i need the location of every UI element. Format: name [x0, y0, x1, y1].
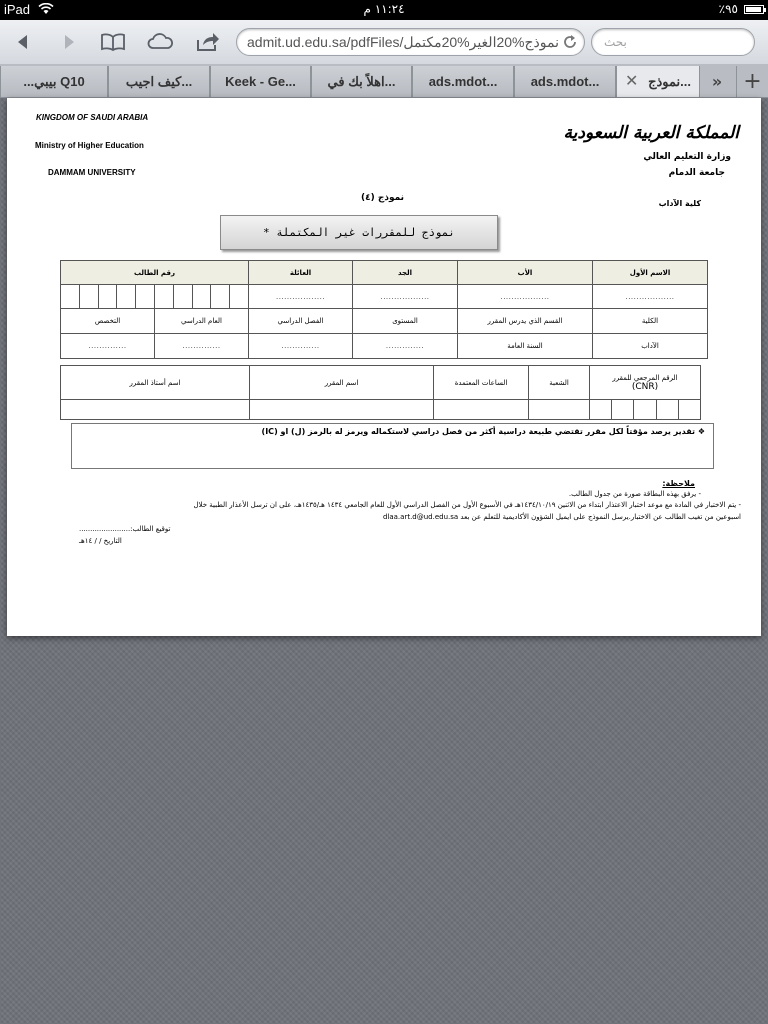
reload-icon[interactable]	[562, 34, 578, 50]
back-button[interactable]	[8, 28, 38, 56]
cell-first-name[interactable]	[593, 285, 708, 309]
cell-instructor[interactable]	[61, 400, 250, 420]
cell-course-name[interactable]	[250, 400, 434, 420]
tab-label: ...بيبي Q10	[23, 73, 85, 89]
fill-dots: ..............	[385, 342, 425, 350]
form-title-text: نموذج للمقررات غير المكتملة *	[262, 226, 456, 239]
notes-title: ملاحظة:	[662, 479, 695, 488]
course-ref-boxes[interactable]	[590, 400, 701, 420]
header-credit-hours: الساعات المعتمدة	[434, 366, 529, 400]
header-ministry-en: Ministry of Higher Education	[35, 141, 144, 150]
student-signature: توقيع الطالب:.......................	[79, 525, 171, 533]
student-id-boxes[interactable]	[61, 285, 249, 309]
new-tab-button[interactable]	[736, 66, 768, 97]
incomplete-grade-note	[71, 423, 714, 469]
device-name: iPad	[4, 2, 31, 17]
icloud-tabs-button[interactable]	[145, 28, 175, 56]
search-input[interactable]	[591, 28, 755, 56]
notes-line-3: اسبوعين من تغيب الطالب عن الاختبار.يرسل النموذج على ايميل الشؤون الأكاديمية للتعلم عن بعد dlaa.art.d@ud.edu.sa	[382, 513, 741, 521]
header-course-ref	[590, 366, 701, 400]
tab-label: اهلاً بك في...	[327, 73, 396, 89]
header-instructor: اسم أستاذ المقرر	[61, 366, 250, 400]
split-cell	[61, 334, 249, 359]
share-button[interactable]	[193, 28, 223, 56]
header-grandfather: الجد	[353, 261, 458, 285]
more-tabs-button[interactable]	[700, 66, 734, 97]
label-semester: الفصل الدراسي	[249, 309, 353, 334]
search-placeholder: بحث	[604, 35, 627, 49]
tab-label: ads.mdot...	[530, 74, 600, 89]
value-level[interactable]	[353, 334, 458, 359]
tab[interactable]	[311, 66, 412, 97]
header-family: العائلة	[249, 261, 353, 285]
label-college: الكلية	[593, 309, 708, 334]
course-ref-label: الرقم المرجعي للمقرر	[612, 373, 678, 382]
cell-father[interactable]	[458, 285, 593, 309]
header-ministry-ar: وزارة التعليم العالي	[643, 152, 731, 162]
tab-active[interactable]	[616, 66, 700, 97]
forward-arrow-icon	[59, 32, 79, 52]
split-cell	[61, 309, 249, 334]
header-student-id: رقم الطالب	[61, 261, 249, 285]
header-father: الأب	[458, 261, 593, 285]
fill-dots: ..................	[500, 292, 550, 301]
cell-credit-hours[interactable]	[434, 400, 529, 420]
address-bar[interactable]	[236, 28, 585, 56]
value-major[interactable]	[61, 334, 154, 358]
tab[interactable]	[108, 66, 210, 97]
bookmarks-button[interactable]	[98, 28, 128, 56]
header-first-name: الاسم الأول	[593, 261, 708, 285]
url-text: admit.ud.edu.sa/pdfFiles/نموذج%20الغير%20مكتمل	[247, 34, 559, 50]
student-info-table	[60, 260, 708, 359]
header-university-ar: جامعة الدمام	[668, 168, 725, 178]
header-college-ar: كلية الآداب	[658, 199, 701, 208]
tab-label: نموذج...	[648, 73, 691, 89]
date-line: التاريخ / / ١٤هـ	[79, 537, 122, 545]
fill-dots: ..................	[275, 292, 326, 301]
value-college: الآداب	[593, 334, 708, 359]
label-major: التخصص	[94, 317, 121, 325]
header-section: الشعبة	[529, 366, 590, 400]
value-academic-year[interactable]	[154, 334, 248, 358]
header-course-name: اسم المقرر	[250, 366, 434, 400]
tab-label: كيف اجيب...	[125, 73, 193, 89]
tab[interactable]	[0, 66, 108, 97]
fill-dots: ..................	[380, 292, 430, 301]
notes-line-2: - يتم الاختبار في المادة مع موعد اختبار الاعتذار ابتداء من الاثنين ١٤٣٤/١٠/١٩هـ في الأسبوع الأول من الفصل الدراسي الأول للعام الجامعي ١٤٣٤ هـ/١٤٣٥هـ، على ان ترسل الأعذار الطبية خلال	[193, 501, 741, 509]
value-semester[interactable]	[249, 334, 353, 359]
share-icon	[195, 31, 221, 53]
clock: ١١:٢٤ م	[363, 2, 405, 16]
cell-family[interactable]	[249, 285, 353, 309]
header-kingdom-en: KINGDOM OF SAUDI ARABIA	[36, 113, 149, 122]
tab[interactable]	[210, 66, 311, 97]
back-arrow-icon	[13, 32, 33, 52]
cell-section[interactable]	[529, 400, 590, 420]
fill-dots: ..................	[625, 292, 675, 301]
fill-dots: ..............	[88, 342, 127, 350]
forward-button[interactable]	[54, 28, 84, 56]
header-university-en: DAMMAM UNIVERSITY	[48, 168, 136, 177]
fill-dots: ..............	[281, 342, 320, 350]
notes-line-1: - يرفق بهذه البطاقة صورة من جدول الطالب.	[568, 490, 701, 498]
kingdom-calligraphy-ar: المملكة العربية السعودية	[563, 123, 739, 143]
pdf-page[interactable]	[7, 98, 761, 636]
book-icon	[100, 32, 126, 52]
tab-label: Keek - Ge...	[225, 74, 296, 89]
course-table	[60, 365, 701, 420]
value-department: السنة العامة	[458, 334, 593, 359]
status-bar	[0, 0, 768, 20]
cnr-label: (CNR)	[631, 381, 659, 392]
tab[interactable]	[412, 66, 514, 97]
battery-icon	[744, 5, 764, 14]
cloud-icon	[146, 32, 174, 52]
label-department: القسم الذي يدرس المقرر	[458, 309, 593, 334]
cell-grandfather[interactable]	[353, 285, 458, 309]
incomplete-grade-note-text: ❖ تقدير يرصد مؤقتاً لكل مقرر تقتضي طبيعة دراسية أكثر من فصل دراسي لاستكماله ويرمز له بالرمز (ل) او (IC)	[261, 427, 705, 436]
tab-bar	[0, 64, 768, 98]
label-academic-year: العام الدراسي	[154, 309, 248, 333]
battery-percent: ٪٩٥	[718, 2, 738, 16]
plus-icon: +	[743, 69, 762, 94]
fill-dots: ..............	[182, 342, 221, 350]
form-number: نموذج (٤)	[361, 193, 405, 203]
tab-label: ads.mdot...	[428, 74, 498, 89]
tab[interactable]	[514, 66, 616, 97]
form-title	[220, 215, 498, 250]
browser-toolbar	[0, 20, 768, 65]
label-level: المستوى	[353, 309, 458, 334]
close-tab-icon[interactable]: ✕	[625, 73, 639, 90]
double-chevron-icon: »	[711, 72, 723, 91]
